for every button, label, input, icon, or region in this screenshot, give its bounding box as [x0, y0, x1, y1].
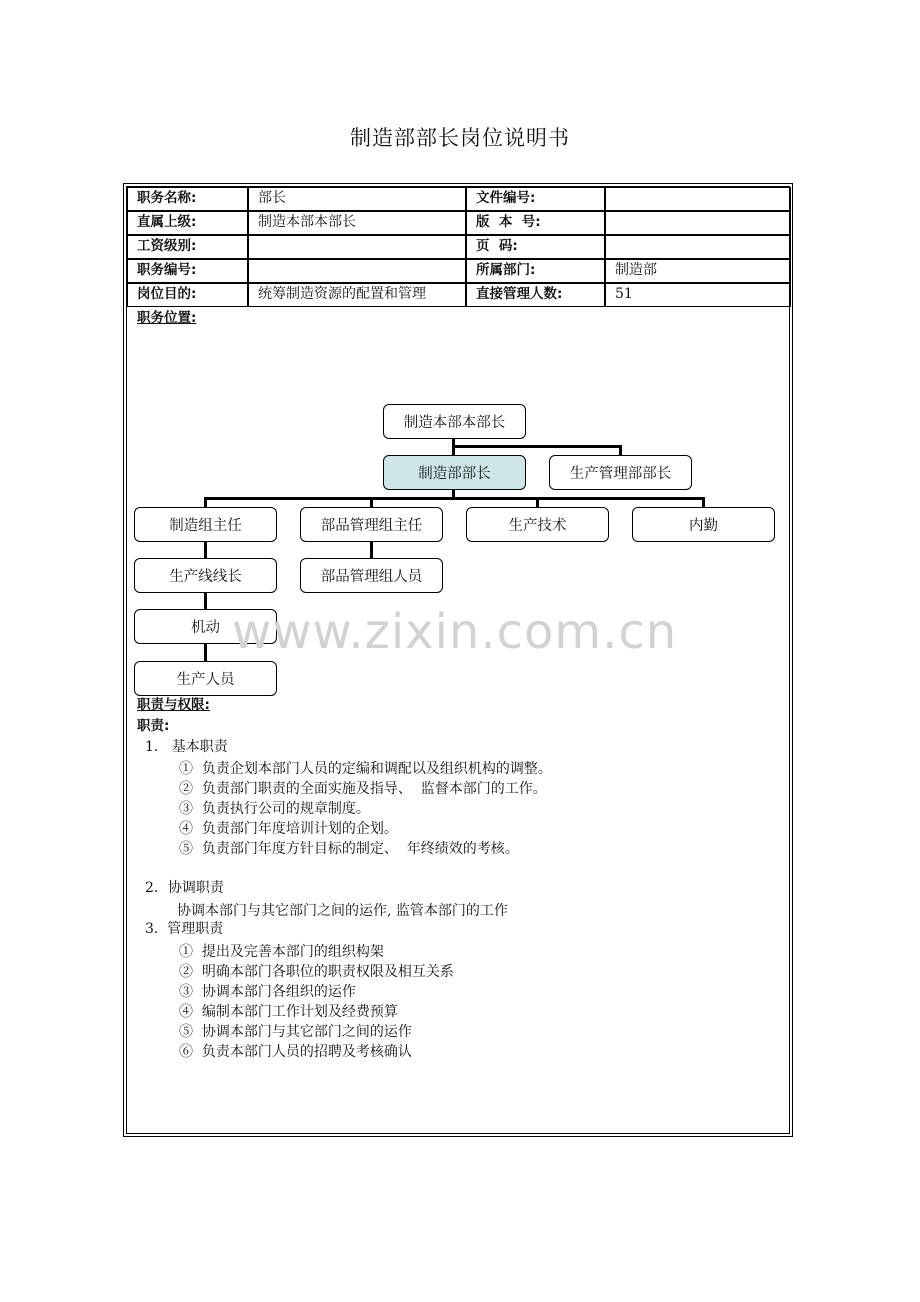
position-heading: 职务位置: — [137, 310, 197, 326]
info-label-doc-number: 文件编号: — [466, 187, 605, 211]
connector-chain-a-3 — [204, 644, 207, 662]
info-label-direct-reports: 直接管理人数: — [466, 283, 605, 307]
coordination-text: 协调本部门与其它部门之间的运作, 监管本部门的工作 — [177, 903, 508, 919]
basic-duty-item: ③ 负责执行公司的规章制度。 — [179, 801, 370, 817]
org-box-sub-1: 制造组主任 — [134, 507, 277, 542]
management-item: ④ 编制本部门工作计划及经费预算 — [179, 1004, 398, 1020]
info-value-page — [605, 235, 791, 259]
connector-top-to-peer — [452, 445, 622, 448]
management-item: ⑥ 负责本部门人员的招聘及考核确认 — [179, 1044, 412, 1060]
basic-duty-item: ① 负责企划本部门人员的定编和调配以及组织机构的调整。 — [179, 761, 552, 777]
management-item: ⑤ 协调本部门与其它部门之间的运作 — [179, 1024, 412, 1040]
info-value-job-number — [248, 259, 466, 283]
org-box-chain-a-1: 生产线线长 — [134, 558, 277, 593]
duties-subheading: 职责: — [137, 718, 170, 734]
info-label-job-number: 职务编号: — [127, 259, 248, 283]
info-value-salary-grade — [248, 235, 466, 259]
basic-duty-item: ② 负责部门职责的全面实施及指导、 监督本部门的工作。 — [179, 781, 547, 797]
basic-duty-item: ⑤ 负责部门年度方针目标的制定、 年终绩效的考核。 — [179, 841, 519, 857]
info-label-superior: 直属上级: — [127, 211, 248, 235]
info-value-doc-number — [605, 187, 791, 211]
connector-chain-a-2 — [204, 593, 207, 610]
info-label-purpose: 岗位目的: — [127, 283, 248, 307]
info-value-job-title: 部长 — [248, 187, 466, 211]
info-value-purpose: 统筹制造资源的配置和管理 — [248, 283, 466, 307]
org-box-sub-2: 部品管理组主任 — [300, 507, 443, 542]
management-item: ① 提出及完善本部门的组织构架 — [179, 944, 384, 960]
info-value-department: 制造部 — [605, 259, 791, 283]
coordination-title: 2．协调职责 — [145, 880, 224, 896]
org-box-sub-4: 内勤 — [632, 507, 775, 542]
management-item: ③ 协调本部门各组织的运作 — [179, 984, 356, 1000]
org-box-sub-3: 生产技术 — [466, 507, 609, 542]
page-title: 制造部部长岗位说明书 — [350, 126, 570, 150]
org-box-chain-a-2: 机动 — [134, 609, 277, 644]
management-item: ② 明确本部门各职位的职责权限及相互关系 — [179, 964, 454, 980]
duties-heading: 职责与权限: — [137, 697, 210, 713]
info-label-department: 所属部门: — [466, 259, 605, 283]
org-box-current: 制造部部长 — [383, 455, 526, 490]
connector-chain-a-1 — [204, 542, 207, 559]
job-description-frame — [123, 183, 793, 1137]
management-title: 3. 管理职责 — [145, 921, 224, 937]
job-description-inner-frame — [126, 186, 790, 1134]
org-box-chain-a-3: 生产人员 — [134, 661, 277, 696]
info-value-direct-reports: 51 — [605, 283, 791, 307]
org-box-top: 制造本部本部长 — [383, 404, 526, 439]
org-box-chain-b-1: 部品管理组人员 — [300, 558, 443, 593]
info-label-page: 页 码: — [466, 235, 605, 259]
watermark: www.zixin.com.cn — [232, 604, 678, 660]
info-label-salary-grade: 工资级别: — [127, 235, 248, 259]
info-label-job-title: 职务名称: — [127, 187, 248, 211]
basic-duties-title: 1. 基本职责 — [145, 739, 228, 755]
basic-duty-item: ④ 负责部门年度培训计划的企划。 — [179, 821, 398, 837]
info-label-version: 版 本 号: — [466, 211, 605, 235]
org-box-peer: 生产管理部部长 — [549, 455, 692, 490]
connector-subs-bar — [204, 497, 705, 500]
connector-chain-b-1 — [370, 542, 373, 559]
info-value-superior: 制造本部本部长 — [248, 211, 466, 235]
info-value-version — [605, 211, 791, 235]
